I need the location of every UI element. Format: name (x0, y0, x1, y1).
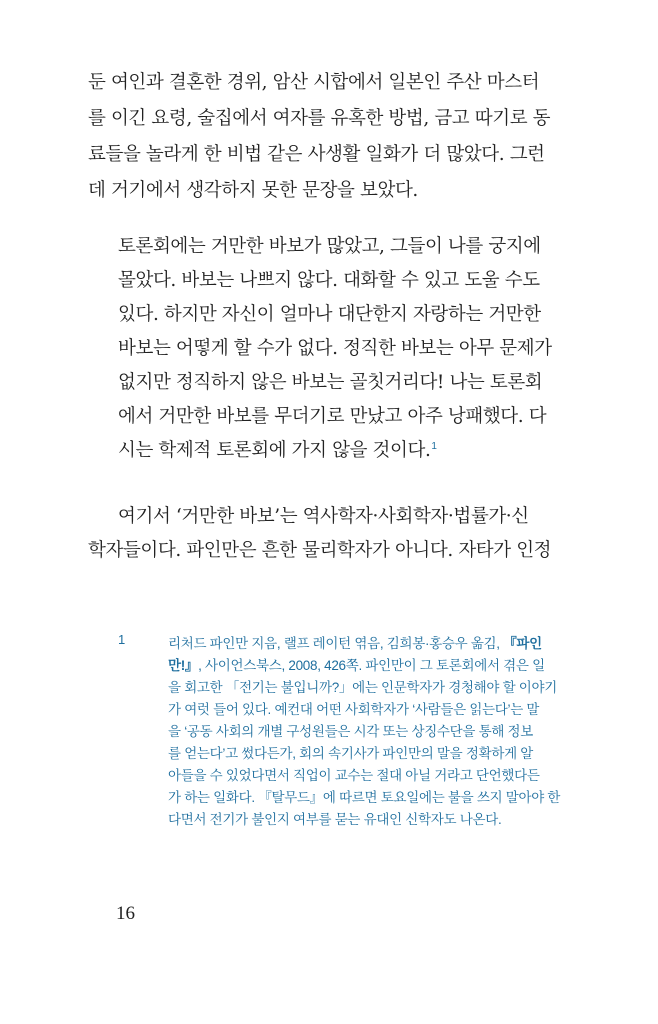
book-title-end: 만!』 (168, 658, 199, 673)
text-line: 료들을 놀라게 한 비법 같은 사생활 일화가 더 많았다. 그런 (88, 144, 545, 165)
footnote-reference[interactable]: 1 (431, 440, 437, 452)
footnote-line (168, 632, 542, 652)
quote-line: 없지만 정직하지 않은 바보는 골칫거리다! 나는 토론회 (118, 372, 543, 393)
quote-last-text: 시는 학제적 토론회에 가지 않을 것이다. (118, 440, 431, 461)
footnote-line: 다면서 전기가 불인지 여부를 묻는 유대인 신학자도 나온다. (168, 812, 502, 827)
book-title-start: 『파인 (503, 636, 542, 651)
quote-line: 바보는 어떻게 할 수가 없다. 정직한 바보는 아무 문제가 (118, 338, 552, 359)
text-line: 학자들이다. 파인만은 흔한 물리학자가 아니다. 자타가 인정 (88, 540, 552, 561)
footnote-citation-text: 리처드 파인만 지음, 랠프 레이턴 엮음, 김희봉·홍승우 옮김, (168, 636, 504, 651)
text-line: 를 이긴 요령, 술집에서 여자를 유혹한 방법, 금고 따기로 동 (88, 108, 551, 129)
quote-line: 에서 거만한 바보를 무더기로 만났고 아주 낭패했다. 다 (118, 406, 547, 427)
footnote-line: 을 ‘공동 사회의 개별 구성원들은 시각 또는 상징수단을 통해 정보 (168, 724, 534, 739)
page-number: 16 (116, 903, 135, 924)
footnote-line: 가 하는 일화다. 『탈무드』에 따르면 토요일에는 불을 쓰지 말아야 한 (168, 790, 561, 805)
footnote-line: 를 얻는다’고 썼다든가, 회의 속기사가 파인만의 말을 정확하게 알 (168, 746, 534, 761)
text-line: 여기서 ‘거만한 바보’는 역사학자·사회학자·법률가·신 (118, 506, 529, 527)
footnote-line: 가 여럿 들어 있다. 예컨대 어떤 사회학자가 ‘사람들은 읽는다’는 말 (168, 702, 540, 717)
text-line: 데 거기에서 생각하지 못한 문장을 보았다. (88, 180, 418, 201)
footnote-number: 1 (118, 632, 125, 647)
quote-line: 있다. 하지만 자신이 얼마나 대단한지 자랑하는 거만한 (118, 304, 541, 325)
quote-line (118, 436, 437, 462)
quote-line: 토론회에는 거만한 바보가 많았고, 그들이 나를 궁지에 (118, 236, 541, 257)
footnote-line: 아들을 수 있었다면서 직업이 교수는 절대 아닐 거라고 단언했다든 (168, 768, 540, 783)
footnote-publisher-text: , 사이언스북스, 2008, 426쪽. 파인만이 그 토론회에서 겪은 일 (198, 658, 545, 673)
footnote-line: 을 회고한 「전기는 불입니까?」에는 인문학자가 경청해야 할 이야기 (168, 680, 558, 695)
quote-line: 몰았다. 바보는 나쁘지 않다. 대화할 수 있고 도울 수도 (118, 270, 540, 291)
text-line: 둔 여인과 결혼한 경위, 암산 시합에서 일본인 주산 마스터 (88, 72, 540, 93)
footnote-line (168, 654, 545, 674)
